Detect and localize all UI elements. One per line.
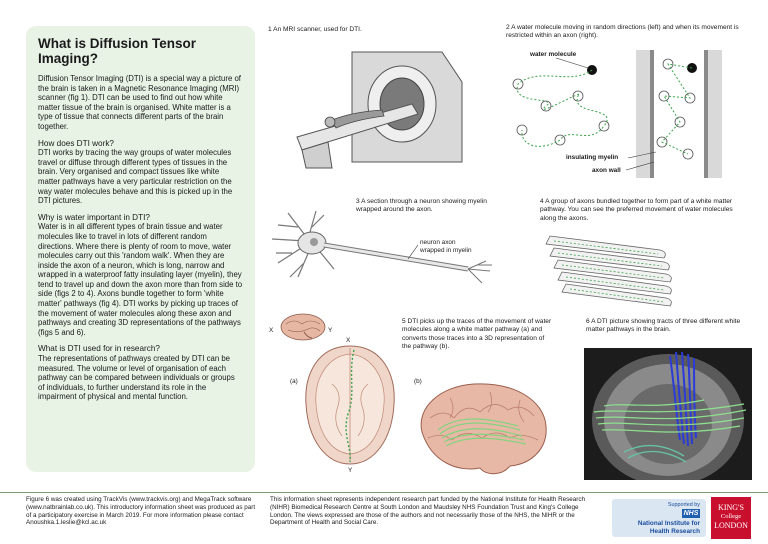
question-used: What is DTI used for in research? (38, 344, 160, 354)
fig5-a-label: (a) (290, 378, 298, 385)
nihr-supported-by: Supported by (667, 502, 700, 508)
water-molecule-label: water molecule (530, 51, 577, 58)
intro-paragraph: Diffusion Tensor Imaging (DTI) is a special way a picture of the brain is taken in a Magnetic Resonance Imaging (MRI) scanner (fig 1). DTI can be used to find out how white matter tissue of the brain is organised. White matter is a type of tissue that connects different parts of the brain together. (38, 74, 241, 131)
axon-wall-label: axon wall (592, 167, 621, 174)
mri-scanner-illustration (292, 42, 482, 172)
question-why: Why is water important in DTI? (38, 212, 150, 222)
answer-used: The representations of pathways created by DTI can be measured. The volume or level of organisation of each pathway can be compared between individuals or groups of individuals, to further understand its role in the impairment of physical and mental function. (38, 354, 235, 402)
random-walk-diagram (500, 56, 628, 156)
kcl-line1: KING'S (718, 503, 744, 512)
nihr-name-line2: Health Research (649, 528, 700, 535)
fig5-b-label: (b) (414, 378, 422, 385)
brain-3d-tract-illustration (410, 378, 552, 478)
fig2-caption: 2 A water molecule moving in random directions (left) and when its movement is restricted within an axon (right). (506, 24, 739, 40)
info-panel (26, 26, 255, 472)
nihr-name-line1: National Institute for (637, 520, 700, 527)
fig5-y-marker: Y (328, 327, 333, 334)
fig5-x-marker: X (269, 327, 274, 334)
neuron-label-line1: neuron axon (420, 239, 456, 246)
nihr-logo (612, 499, 706, 537)
footer-funding: This information sheet represents independent research part funded by the National Institute for Health Research (NIHR) Biomedical Research Centre at South London and Maudsley NHS Foundation Trust and King's College London. The views expressed are those of the authors and not necessarily those of the NHS, the NIHR or the Department of Health and Social Care. (270, 496, 586, 527)
fig2-pointer-lines (620, 150, 660, 174)
answer-why: Water is in all different types of brain tissue and water molecules like to travel in lots of different random directions. Where there is plenty of room to move, water molecules carry out this 'random walk'. When they are inside the axon of a neuron, which is long, narrow and wrapped in a waterproof fatty insulating layer (myelin), they tend to travel up and down the axon more than from side to side (figs 2 to 4). Axons bundle together to form 'white matter' pathways (fig 4). DTI works by picking up traces of the movement of water molecules along these axon and pathways and creating 3D representations of the pathways (figs 5 and 6). (38, 222, 243, 337)
fig6-caption: 6 A DTI picture showing tracts of three different white matter pathways in the brain. (586, 318, 741, 334)
fig4-caption: 4 A group of axons bundled together to form part of a white matter pathway. You can see the preferred movement of water molecules along the axons. (540, 198, 733, 222)
neuron-label-line2: wrapped in myelin (420, 247, 472, 254)
fig5-x-top: X (346, 337, 351, 344)
kcl-line3: LONDON (714, 521, 748, 530)
fig5-caption: 5 DTI picks up the traces of the movement of water molecules along a white matter pathway (a) and converts those traces into a 3D representation of the pathway (b). (402, 318, 552, 351)
footer-credits: Figure 6 was created using TrackVis (www.trackvis.org) and MegaTrack software (www.natbrainlab.co.uk). This introductory information sheet was produced as part of a participatory exercise in March 2019. For more information please contact Anoushka.1.leslie@kcl.ac.uk (26, 496, 256, 527)
fig5-y-bottom: Y (348, 467, 353, 474)
answer-how: DTI works by tracing the way groups of water molecules travel or diffuse through different types of tissues in the brain. Very organised and compact tissues like white matter pathways have a very particular restriction on the way water molecules behave and this is picked up in the DTI pictures. (38, 148, 233, 206)
fig1-caption: 1 An MRI scanner, used for DTI. (268, 26, 362, 33)
brain-section-illustration (302, 344, 398, 468)
kcl-line2: College (720, 513, 742, 520)
kcl-logo (711, 497, 751, 539)
axon-bundle-illustration (540, 228, 675, 308)
dti-tract-image (584, 348, 752, 480)
small-brain-icon (278, 312, 328, 342)
nhs-logo-box: NHS (683, 510, 699, 517)
insulating-myelin-label: insulating myelin (566, 154, 619, 161)
question-how: How does DTI work? (38, 138, 114, 148)
fig3-caption: 3 A section through a neuron showing myelin wrapped around the axon. (356, 198, 487, 214)
page-title: What is Diffusion Tensor Imaging? (38, 36, 196, 66)
